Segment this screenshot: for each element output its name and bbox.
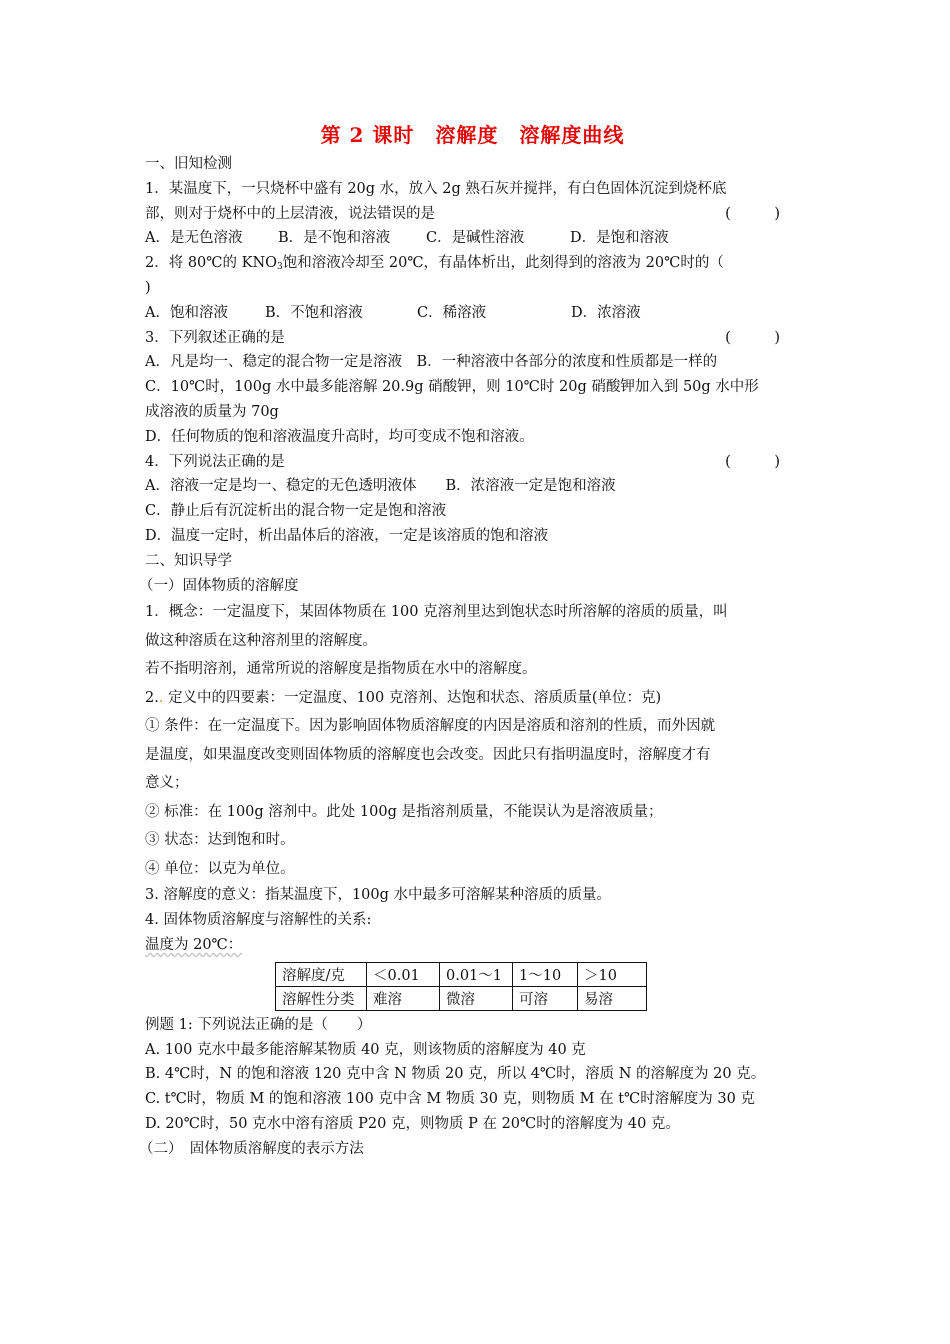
q2-option-c: C．稀溶液 (417, 304, 487, 321)
solubility-table (275, 962, 647, 1011)
table-cell: 微溶 (440, 986, 513, 1010)
example1-option-b: B. 4℃时，N 的饱和溶液 120 克中含 N 物质 20 克，所以 4℃时，溶质 N 的溶解度为 20 克。 (145, 1066, 766, 1083)
q2-option-b: B．不饱和溶液 (265, 304, 363, 321)
four-elements-number: 2. (145, 689, 159, 706)
temperature-line (145, 933, 810, 958)
table-row (276, 986, 647, 1010)
solvent-note: 若不指明溶剂，通常所说的溶解度是指物质在水中的溶解度。 (145, 661, 537, 678)
table-row (276, 962, 647, 986)
section-heading-guide: 二、知识导学 (145, 552, 232, 569)
q2-option-d: D．浓溶液 (571, 304, 641, 321)
q4-option-ab: A．溶液一定是均一、稳定的无色透明液体 B．浓溶液一定是饱和溶液 (145, 478, 616, 495)
q2-line1-b: 饱和溶液冷却至 20℃，有晶体析出，此刻得到的溶液为 20℃时的（ (282, 255, 724, 272)
q1-option-c: C．是碱性溶液 (426, 230, 525, 247)
q3-option-ab: A．凡是均一、稳定的混合物一定是溶液 B．一种溶液中各部分的浓度和性质都是一样的 (145, 354, 718, 371)
page-title: 第 2 课时 溶解度 溶解度曲线 (320, 123, 625, 147)
q1-line1: 1．某温度下，一只烧杯中盛有 20g 水，放入 2g 熟石灰并搅拌，有白色固体沉淀到烧杯底 (145, 180, 727, 197)
unit-line: ④ 单位：以克为单位。 (145, 860, 295, 877)
concept-line2: 做这种溶质在这种溶剂里的溶解度。 (145, 632, 377, 649)
state-line: ③ 状态：达到饱和时。 (145, 832, 295, 849)
q4-answer-paren: ( ) (725, 453, 780, 470)
q3-option-c-line2: 成溶液的质量为 70g (145, 403, 279, 420)
condition-line1: ① 条件：在一定温度下。因为影响固体物质溶解度的内因是溶质和溶剂的性质，而外因就 (145, 718, 716, 735)
table-cell: ＞10 (578, 962, 647, 986)
table-cell: 易溶 (578, 986, 647, 1010)
q1-answer-paren: ( ) (725, 205, 780, 222)
table-cell: 难溶 (367, 986, 440, 1010)
section-heading-review: 一、旧知检测 (145, 156, 232, 172)
q2-options (145, 301, 810, 326)
subsection-representation: （二） 固体物质溶解度的表示方法 (139, 1140, 364, 1157)
q4-stem: 4．下列说法正确的是 (145, 453, 285, 470)
q3-option-c-line1: C．10℃时，100g 水中最多能溶解 20.9g 硝酸钾，则 10℃时 20g 硝酸钾加入到 50g 水中形 (145, 379, 759, 396)
meaning-line: 3. 溶解度的意义：指某温度下，100g 水中最多可溶解某种溶质的质量。 (145, 887, 612, 904)
condition-line2: 是温度，如果温度改变则固体物质的溶解度也会改变。因此只有指明温度时，溶解度才有 (145, 746, 711, 763)
q4-option-d: D．温度一定时，析出晶体后的溶液，一定是该溶质的饱和溶液 (145, 527, 549, 544)
standard-line: ② 标准：在 100g 溶剂中。此处 100g 是指溶剂质量，不能误认为是溶液质量； (145, 803, 663, 820)
q1-line2 (145, 202, 810, 227)
q1-option-a: A．是无色溶液 (145, 230, 243, 247)
temperature-text: 温度为 20℃： (145, 936, 243, 953)
q2-option-a: A．饱和溶液 (145, 304, 228, 321)
example1-option-d: D. 20℃时，50 克水中溶有溶质 P20 克，则物质 P 在 20℃时的溶解度为 40 克。 (145, 1115, 680, 1132)
q2-line2: ) (145, 279, 151, 296)
document-page (139, 118, 810, 1162)
table-cell: 1～10 (513, 962, 578, 986)
table-cell: 0.01～1 (440, 962, 513, 986)
q1-option-b: B．是不饱和溶液 (278, 230, 391, 247)
example1-option-c: C. t℃时，物质 M 的饱和溶液 100 克中含 M 物质 30 克，则物质 M 在 t℃时溶解度为 30 克 (145, 1091, 755, 1108)
example1-question: 例题 1: 下列说法正确的是（ ） (145, 1016, 372, 1033)
relation-line: 4. 固体物质溶解度与溶解性的关系: (145, 912, 372, 929)
q1-options (145, 226, 810, 251)
example1-option-a: A. 100 克水中最多能溶解某物质 40 克，则该物质的溶解度为 40 克 (145, 1041, 586, 1058)
table-cell: 溶解性分类 (276, 986, 367, 1010)
q3-answer-paren: ( ) (725, 329, 780, 346)
q2-subscript: 3 (277, 262, 283, 273)
q3-stem: 3．下列叙述正确的是 (145, 329, 285, 346)
q4-line1 (145, 450, 810, 475)
q4-option-c: C．静止后有沉淀析出的混合物一定是饱和溶液 (145, 503, 447, 520)
solubility-table-wrap (275, 962, 810, 1011)
q3-option-d: D．任何物质的饱和溶液温度升高时，均可变成不饱和溶液。 (145, 428, 534, 445)
condition-line3: 意义； (145, 775, 189, 792)
q1-option-d: D．是饱和溶液 (570, 230, 669, 247)
four-elements: 2.. 定义中的四要素：一定温度、100 克溶剂、达饱和状态、溶质质量(单位：克) (145, 689, 662, 706)
q3-line1 (145, 326, 810, 351)
q2-line1 (145, 251, 810, 276)
four-elements-text: 定义中的四要素：一定温度、100 克溶剂、达饱和状态、溶质质量(单位：克) (168, 689, 662, 706)
table-cell: 溶解度/克 (276, 962, 367, 986)
subsection-solubility: （一）固体物质的溶解度 (139, 577, 299, 594)
concept-line1: 1．概念：一定温度下，某固体物质在 100 克溶剂里达到饱状态时所溶解的溶质的质量，叫 (145, 604, 728, 621)
table-cell: 可溶 (513, 986, 578, 1010)
q2-line1-a: 2．将 80℃的 KNO (145, 255, 278, 272)
q1-line2-text: 部，则对于烧杯中的上层清液，说法错误的是 (145, 205, 435, 222)
table-cell: ＜0.01 (367, 962, 440, 986)
